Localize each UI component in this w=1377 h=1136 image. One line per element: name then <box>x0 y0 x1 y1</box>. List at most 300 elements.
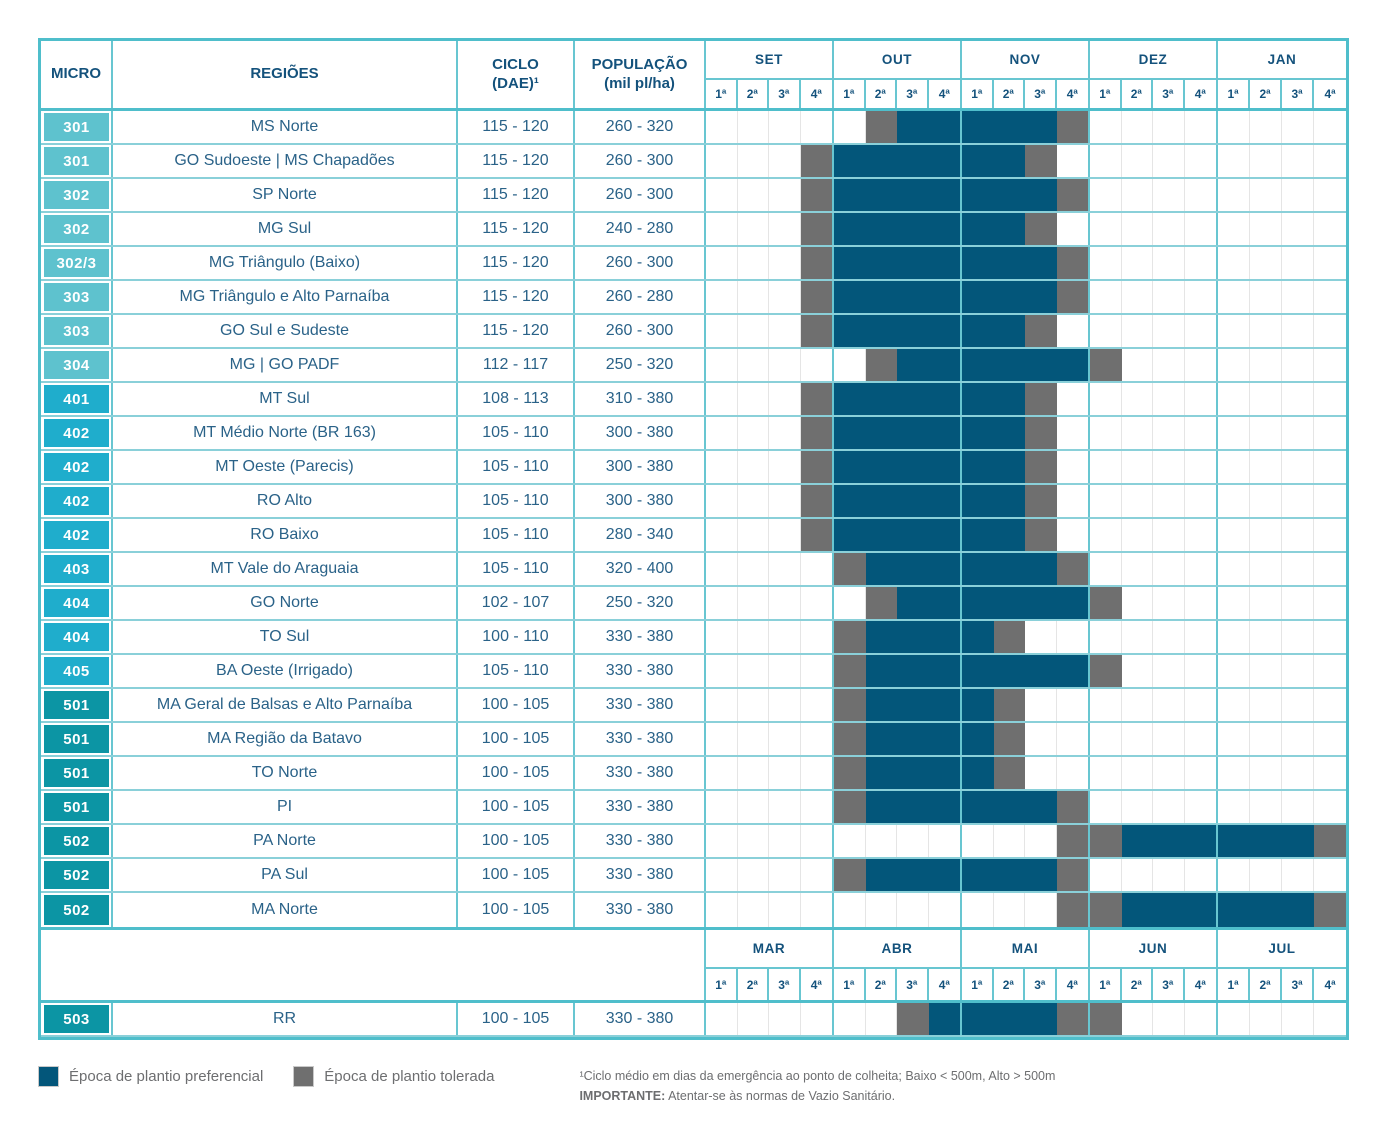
month-cells <box>834 111 962 143</box>
week-cell-empty <box>769 247 801 279</box>
week-cell-empty <box>1185 383 1217 415</box>
micro-code-cell <box>41 179 113 211</box>
month-cells <box>706 825 834 857</box>
micro-code-badge: 401 <box>44 385 109 413</box>
week-cell-empty <box>1185 621 1217 653</box>
week-cell-empty <box>1090 315 1122 347</box>
week-cell-preferencial <box>1025 587 1057 619</box>
month-cells <box>834 383 962 415</box>
week-cell-empty <box>738 519 770 551</box>
week-cell-empty <box>1090 451 1122 483</box>
week-cell-empty <box>1282 723 1314 755</box>
week-cell-empty <box>1218 757 1250 789</box>
week-cell-preferencial <box>962 213 994 245</box>
week-cell-empty <box>1153 349 1185 381</box>
week-cell-empty <box>1090 553 1122 585</box>
region-cell: MG | GO PADF <box>113 349 458 381</box>
week-cell-tolerada <box>1057 791 1089 823</box>
month-label-set: SET <box>706 41 832 80</box>
region-cell: TO Sul <box>113 621 458 653</box>
week-cell-empty <box>1057 315 1089 347</box>
week-cell-empty <box>1250 587 1282 619</box>
region-cell: MT Médio Norte (BR 163) <box>113 417 458 449</box>
region-cell: RR <box>113 1003 458 1035</box>
week-cell-empty <box>1250 553 1282 585</box>
week-cell-preferencial <box>897 621 929 653</box>
week-cell-empty <box>769 859 801 891</box>
week-cell-empty <box>866 1003 898 1035</box>
week-cell-tolerada <box>1025 519 1057 551</box>
week-cell-empty <box>897 825 929 857</box>
week-cell-empty <box>1185 791 1217 823</box>
month-cells <box>834 1003 962 1035</box>
week-cell-preferencial <box>1025 791 1057 823</box>
week-cell-tolerada <box>1090 1003 1122 1035</box>
week-cell-empty <box>1250 655 1282 687</box>
month-cells <box>1218 859 1346 891</box>
week-cell-empty <box>1057 757 1089 789</box>
calendar-strip <box>706 417 1346 449</box>
month-cells <box>962 145 1090 177</box>
month-cells <box>834 179 962 211</box>
week-cell-empty <box>1122 723 1154 755</box>
week-cell-empty <box>1282 213 1314 245</box>
week-cell-preferencial <box>994 315 1026 347</box>
legend-item-preferencial <box>38 1066 263 1087</box>
week-cell-empty <box>1282 689 1314 721</box>
calendar-strip <box>706 213 1346 245</box>
week-cell-preferencial <box>866 757 898 789</box>
month-cells <box>706 689 834 721</box>
month-cells <box>834 859 962 891</box>
micro-code-badge: 402 <box>44 521 109 549</box>
week-cell-tolerada <box>834 655 866 687</box>
week-cell-empty <box>738 825 770 857</box>
week-cell-tolerada <box>834 859 866 891</box>
week-cell-tolerada <box>1314 825 1346 857</box>
week-cell-preferencial <box>962 349 994 381</box>
month-cells <box>1218 451 1346 483</box>
month-cells <box>706 179 834 211</box>
month-cells <box>706 145 834 177</box>
week-cell-empty <box>1122 417 1154 449</box>
week-cell-tolerada <box>801 179 833 211</box>
month-group-mai <box>962 930 1090 1000</box>
calendar-strip <box>706 1003 1346 1035</box>
month-cells <box>962 757 1090 789</box>
column-header-micro <box>41 41 113 108</box>
week-cell-preferencial <box>994 349 1026 381</box>
week-cell-empty <box>834 587 866 619</box>
table-body-bottom <box>41 1003 1346 1037</box>
week-cell-tolerada <box>1090 655 1122 687</box>
week-cell-preferencial <box>834 145 866 177</box>
tolerada-label: Época de plantio tolerada <box>324 1068 495 1085</box>
populacao-label-line2: (mil pl/ha) <box>604 74 675 92</box>
calendar-strip <box>706 723 1346 755</box>
week-cell-empty <box>801 825 833 857</box>
week-cell-empty <box>1218 1003 1250 1035</box>
month-cells <box>834 485 962 517</box>
week-cell-empty <box>1314 315 1346 347</box>
week-cell-empty <box>1250 859 1282 891</box>
week-cell-empty <box>769 587 801 619</box>
region-cell: MA Geral de Balsas e Alto Parnaíba <box>113 689 458 721</box>
week-cell-empty <box>1250 1003 1282 1035</box>
week-cell-empty <box>1282 281 1314 313</box>
week-cell-empty <box>1250 213 1282 245</box>
week-cell-preferencial <box>1025 247 1057 279</box>
week-cell-empty <box>1282 655 1314 687</box>
week-cell-tolerada <box>834 689 866 721</box>
populacao-cell: 330 - 380 <box>575 723 706 755</box>
week-cell-empty <box>1218 859 1250 891</box>
week-cell-tolerada <box>1025 315 1057 347</box>
week-cell-empty <box>738 281 770 313</box>
week-cell-empty <box>1185 757 1217 789</box>
week-cell-preferencial <box>866 553 898 585</box>
micro-code-badge: 501 <box>44 725 109 753</box>
ciclo-cell: 100 - 105 <box>458 893 575 927</box>
micro-code-cell <box>41 621 113 653</box>
week-cell-empty <box>1122 553 1154 585</box>
week-cell-preferencial <box>866 315 898 347</box>
week-cell-empty <box>1153 757 1185 789</box>
week-cell-empty <box>706 519 738 551</box>
week-cell-empty <box>738 485 770 517</box>
week-cell-preferencial <box>994 179 1026 211</box>
week-header-label: 1ª <box>834 80 866 108</box>
week-cell-preferencial <box>962 859 994 891</box>
month-cells <box>962 281 1090 313</box>
week-cell-preferencial <box>929 213 961 245</box>
week-cell-empty <box>1090 757 1122 789</box>
populacao-cell: 330 - 380 <box>575 689 706 721</box>
month-cells <box>706 723 834 755</box>
week-cell-empty <box>706 485 738 517</box>
month-group-jan <box>1218 41 1346 108</box>
month-cells <box>1218 315 1346 347</box>
week-cell-empty <box>1185 1003 1217 1035</box>
week-cell-preferencial <box>897 281 929 313</box>
week-cell-empty <box>1057 485 1089 517</box>
month-cells <box>1090 689 1218 721</box>
week-cell-empty <box>1153 111 1185 143</box>
week-header-label: 2ª <box>1250 80 1282 108</box>
week-cell-empty <box>769 349 801 381</box>
week-cell-empty <box>1057 621 1089 653</box>
week-cell-empty <box>738 213 770 245</box>
month-cells <box>706 485 834 517</box>
week-cell-preferencial <box>866 859 898 891</box>
micro-code-badge: 402 <box>44 453 109 481</box>
month-label-mar: MAR <box>706 930 832 969</box>
week-cell-empty <box>834 893 866 927</box>
week-cell-empty <box>801 791 833 823</box>
week-cell-tolerada <box>1057 825 1089 857</box>
month-cells <box>706 1003 834 1035</box>
week-labels <box>1090 969 1216 1000</box>
week-cell-empty <box>1153 451 1185 483</box>
week-cell-empty <box>1218 247 1250 279</box>
week-cell-empty <box>1185 247 1217 279</box>
week-cell-preferencial <box>994 213 1026 245</box>
week-cell-empty <box>1153 417 1185 449</box>
week-cell-preferencial <box>994 247 1026 279</box>
week-cell-preferencial <box>929 1003 961 1035</box>
week-header-label: 2ª <box>738 969 770 1000</box>
week-cell-empty <box>1057 145 1089 177</box>
month-cells <box>962 655 1090 687</box>
week-cell-empty <box>1185 519 1217 551</box>
ciclo-cell: 100 - 105 <box>458 723 575 755</box>
week-cell-empty <box>1122 1003 1154 1035</box>
week-cell-empty <box>929 825 961 857</box>
bottom-header-blank-cell <box>41 930 706 1000</box>
week-cell-preferencial <box>962 383 994 415</box>
week-cell-empty <box>706 655 738 687</box>
legend-item-tolerada <box>293 1066 494 1087</box>
week-cell-tolerada <box>834 621 866 653</box>
week-cell-empty <box>801 893 833 927</box>
month-cells <box>706 417 834 449</box>
week-cell-empty <box>1282 485 1314 517</box>
week-cell-empty <box>1218 179 1250 211</box>
week-cell-empty <box>706 111 738 143</box>
week-cell-empty <box>1218 519 1250 551</box>
week-cell-empty <box>1122 111 1154 143</box>
week-cell-empty <box>1185 281 1217 313</box>
week-cell-preferencial <box>866 417 898 449</box>
week-cell-preferencial <box>1057 587 1089 619</box>
week-cell-preferencial <box>1122 825 1154 857</box>
week-cell-tolerada <box>1057 859 1089 891</box>
month-label-mai: MAI <box>962 930 1088 969</box>
micro-code-badge: 304 <box>44 351 109 379</box>
table-row <box>41 621 1346 655</box>
week-cell-preferencial <box>1250 893 1282 927</box>
week-cell-empty <box>1250 247 1282 279</box>
week-header-label: 2ª <box>866 969 898 1000</box>
month-cells <box>1218 349 1346 381</box>
week-cell-preferencial <box>897 791 929 823</box>
week-cell-empty <box>769 213 801 245</box>
week-cell-empty <box>738 791 770 823</box>
week-header-label: 2ª <box>1250 969 1282 1000</box>
week-cell-empty <box>738 587 770 619</box>
regioes-label: REGIÕES <box>250 65 319 83</box>
week-cell-preferencial <box>1025 349 1057 381</box>
week-header-label: 3ª <box>1153 969 1185 1000</box>
week-cell-preferencial <box>962 519 994 551</box>
months-header-top <box>706 41 1346 108</box>
week-cell-empty <box>1090 417 1122 449</box>
week-cell-empty <box>706 247 738 279</box>
week-cell-tolerada <box>801 383 833 415</box>
micro-code-cell <box>41 791 113 823</box>
month-cells <box>834 451 962 483</box>
week-cell-empty <box>834 111 866 143</box>
month-cells <box>962 825 1090 857</box>
week-cell-tolerada <box>1057 1003 1089 1035</box>
month-cells <box>706 621 834 653</box>
week-cell-empty <box>706 689 738 721</box>
week-cell-empty <box>994 893 1026 927</box>
week-cell-tolerada <box>1057 247 1089 279</box>
footnote-important-label: IMPORTANTE: <box>579 1089 666 1103</box>
month-group-dez <box>1090 41 1218 108</box>
micro-code-cell <box>41 417 113 449</box>
column-header-populacao <box>575 41 706 108</box>
month-group-set <box>706 41 834 108</box>
month-cells <box>1090 519 1218 551</box>
month-cells <box>834 349 962 381</box>
week-cell-preferencial <box>834 247 866 279</box>
week-cell-empty <box>1153 689 1185 721</box>
week-cell-empty <box>1090 485 1122 517</box>
week-cell-empty <box>801 553 833 585</box>
week-cell-empty <box>769 893 801 927</box>
populacao-cell: 330 - 380 <box>575 825 706 857</box>
week-cell-tolerada <box>1025 451 1057 483</box>
week-cell-empty <box>706 723 738 755</box>
month-cells <box>834 689 962 721</box>
week-cell-preferencial <box>994 655 1026 687</box>
week-cell-empty <box>1057 383 1089 415</box>
week-cell-empty <box>1314 145 1346 177</box>
week-cell-empty <box>1218 621 1250 653</box>
week-cell-empty <box>706 349 738 381</box>
month-cells <box>706 383 834 415</box>
week-cell-empty <box>962 825 994 857</box>
week-cell-preferencial <box>897 417 929 449</box>
week-cell-empty <box>738 247 770 279</box>
week-cell-empty <box>738 723 770 755</box>
top-header <box>41 41 1346 111</box>
micro-code-cell <box>41 1003 113 1035</box>
week-cell-empty <box>1314 247 1346 279</box>
table-row <box>41 417 1346 451</box>
month-cells <box>962 553 1090 585</box>
week-cell-empty <box>1250 451 1282 483</box>
month-cells <box>962 791 1090 823</box>
week-cell-preferencial <box>897 553 929 585</box>
week-cell-tolerada <box>801 145 833 177</box>
week-cell-preferencial <box>866 383 898 415</box>
week-header-label: 4ª <box>938 977 950 992</box>
micro-code-badge: 404 <box>44 623 109 651</box>
week-labels <box>1218 969 1346 1000</box>
table-row <box>41 655 1346 689</box>
week-cell-empty <box>769 553 801 585</box>
week-cell-empty <box>1122 689 1154 721</box>
week-cell-preferencial <box>929 349 961 381</box>
week-cell-tolerada <box>1057 553 1089 585</box>
week-cell-preferencial <box>866 451 898 483</box>
week-cell-preferencial <box>897 349 929 381</box>
week-cell-empty <box>706 621 738 653</box>
week-cell-preferencial <box>897 247 929 279</box>
month-cells <box>1218 553 1346 585</box>
month-cells <box>706 349 834 381</box>
ciclo-cell: 105 - 110 <box>458 553 575 585</box>
month-cells <box>962 859 1090 891</box>
table-row <box>41 723 1346 757</box>
week-cell-empty <box>706 451 738 483</box>
week-cell-empty <box>801 111 833 143</box>
planting-calendar-table <box>38 38 1349 1040</box>
month-cells <box>1090 485 1218 517</box>
table-row <box>41 349 1346 383</box>
ciclo-cell: 115 - 120 <box>458 179 575 211</box>
calendar-strip <box>706 519 1346 551</box>
week-cell-preferencial <box>834 417 866 449</box>
week-cell-preferencial <box>897 485 929 517</box>
week-header-label: 4ª <box>1324 977 1336 992</box>
week-cell-empty <box>1314 485 1346 517</box>
week-header-label: 4ª <box>1324 87 1336 101</box>
week-cell-empty <box>1250 315 1282 347</box>
week-cell-tolerada <box>1090 825 1122 857</box>
populacao-cell: 240 - 280 <box>575 213 706 245</box>
week-cell-preferencial <box>994 519 1026 551</box>
week-cell-empty <box>706 145 738 177</box>
table-row <box>41 145 1346 179</box>
calendar-strip <box>706 281 1346 313</box>
month-group-out <box>834 41 962 108</box>
micro-code-badge: 402 <box>44 487 109 515</box>
week-cell-preferencial <box>834 451 866 483</box>
micro-code-badge: 501 <box>44 759 109 787</box>
week-cell-empty <box>1250 519 1282 551</box>
month-label-out: OUT <box>834 41 960 80</box>
week-cell-empty <box>1218 213 1250 245</box>
week-labels <box>1090 80 1216 108</box>
week-header-label: 1ª <box>1090 969 1122 1000</box>
week-cell-empty <box>1025 893 1057 927</box>
week-cell-preferencial <box>1218 825 1250 857</box>
week-cell-preferencial <box>962 791 994 823</box>
week-cell-tolerada <box>834 723 866 755</box>
week-cell-preferencial <box>962 281 994 313</box>
week-cell-empty <box>1282 451 1314 483</box>
micro-code-cell <box>41 349 113 381</box>
calendar-strip <box>706 451 1346 483</box>
week-cell-empty <box>1057 723 1089 755</box>
week-cell-tolerada <box>1057 111 1089 143</box>
week-cell-empty <box>866 825 898 857</box>
month-cells <box>1218 655 1346 687</box>
week-cell-preferencial <box>866 621 898 653</box>
week-cell-empty <box>962 893 994 927</box>
region-cell: MT Oeste (Parecis) <box>113 451 458 483</box>
calendar-strip <box>706 179 1346 211</box>
populacao-cell: 250 - 320 <box>575 587 706 619</box>
month-cells <box>706 859 834 891</box>
week-cell-empty <box>1090 723 1122 755</box>
region-cell: MS Norte <box>113 111 458 143</box>
week-cell-preferencial <box>1025 1003 1057 1035</box>
month-cells <box>706 451 834 483</box>
week-cell-empty <box>801 349 833 381</box>
preferencial-swatch-icon <box>38 1066 59 1087</box>
month-cells <box>834 553 962 585</box>
week-cell-empty <box>834 349 866 381</box>
week-header-label: 1ª <box>1218 80 1250 108</box>
week-cell-empty <box>769 519 801 551</box>
week-cell-empty <box>1282 791 1314 823</box>
week-cell-empty <box>1314 621 1346 653</box>
